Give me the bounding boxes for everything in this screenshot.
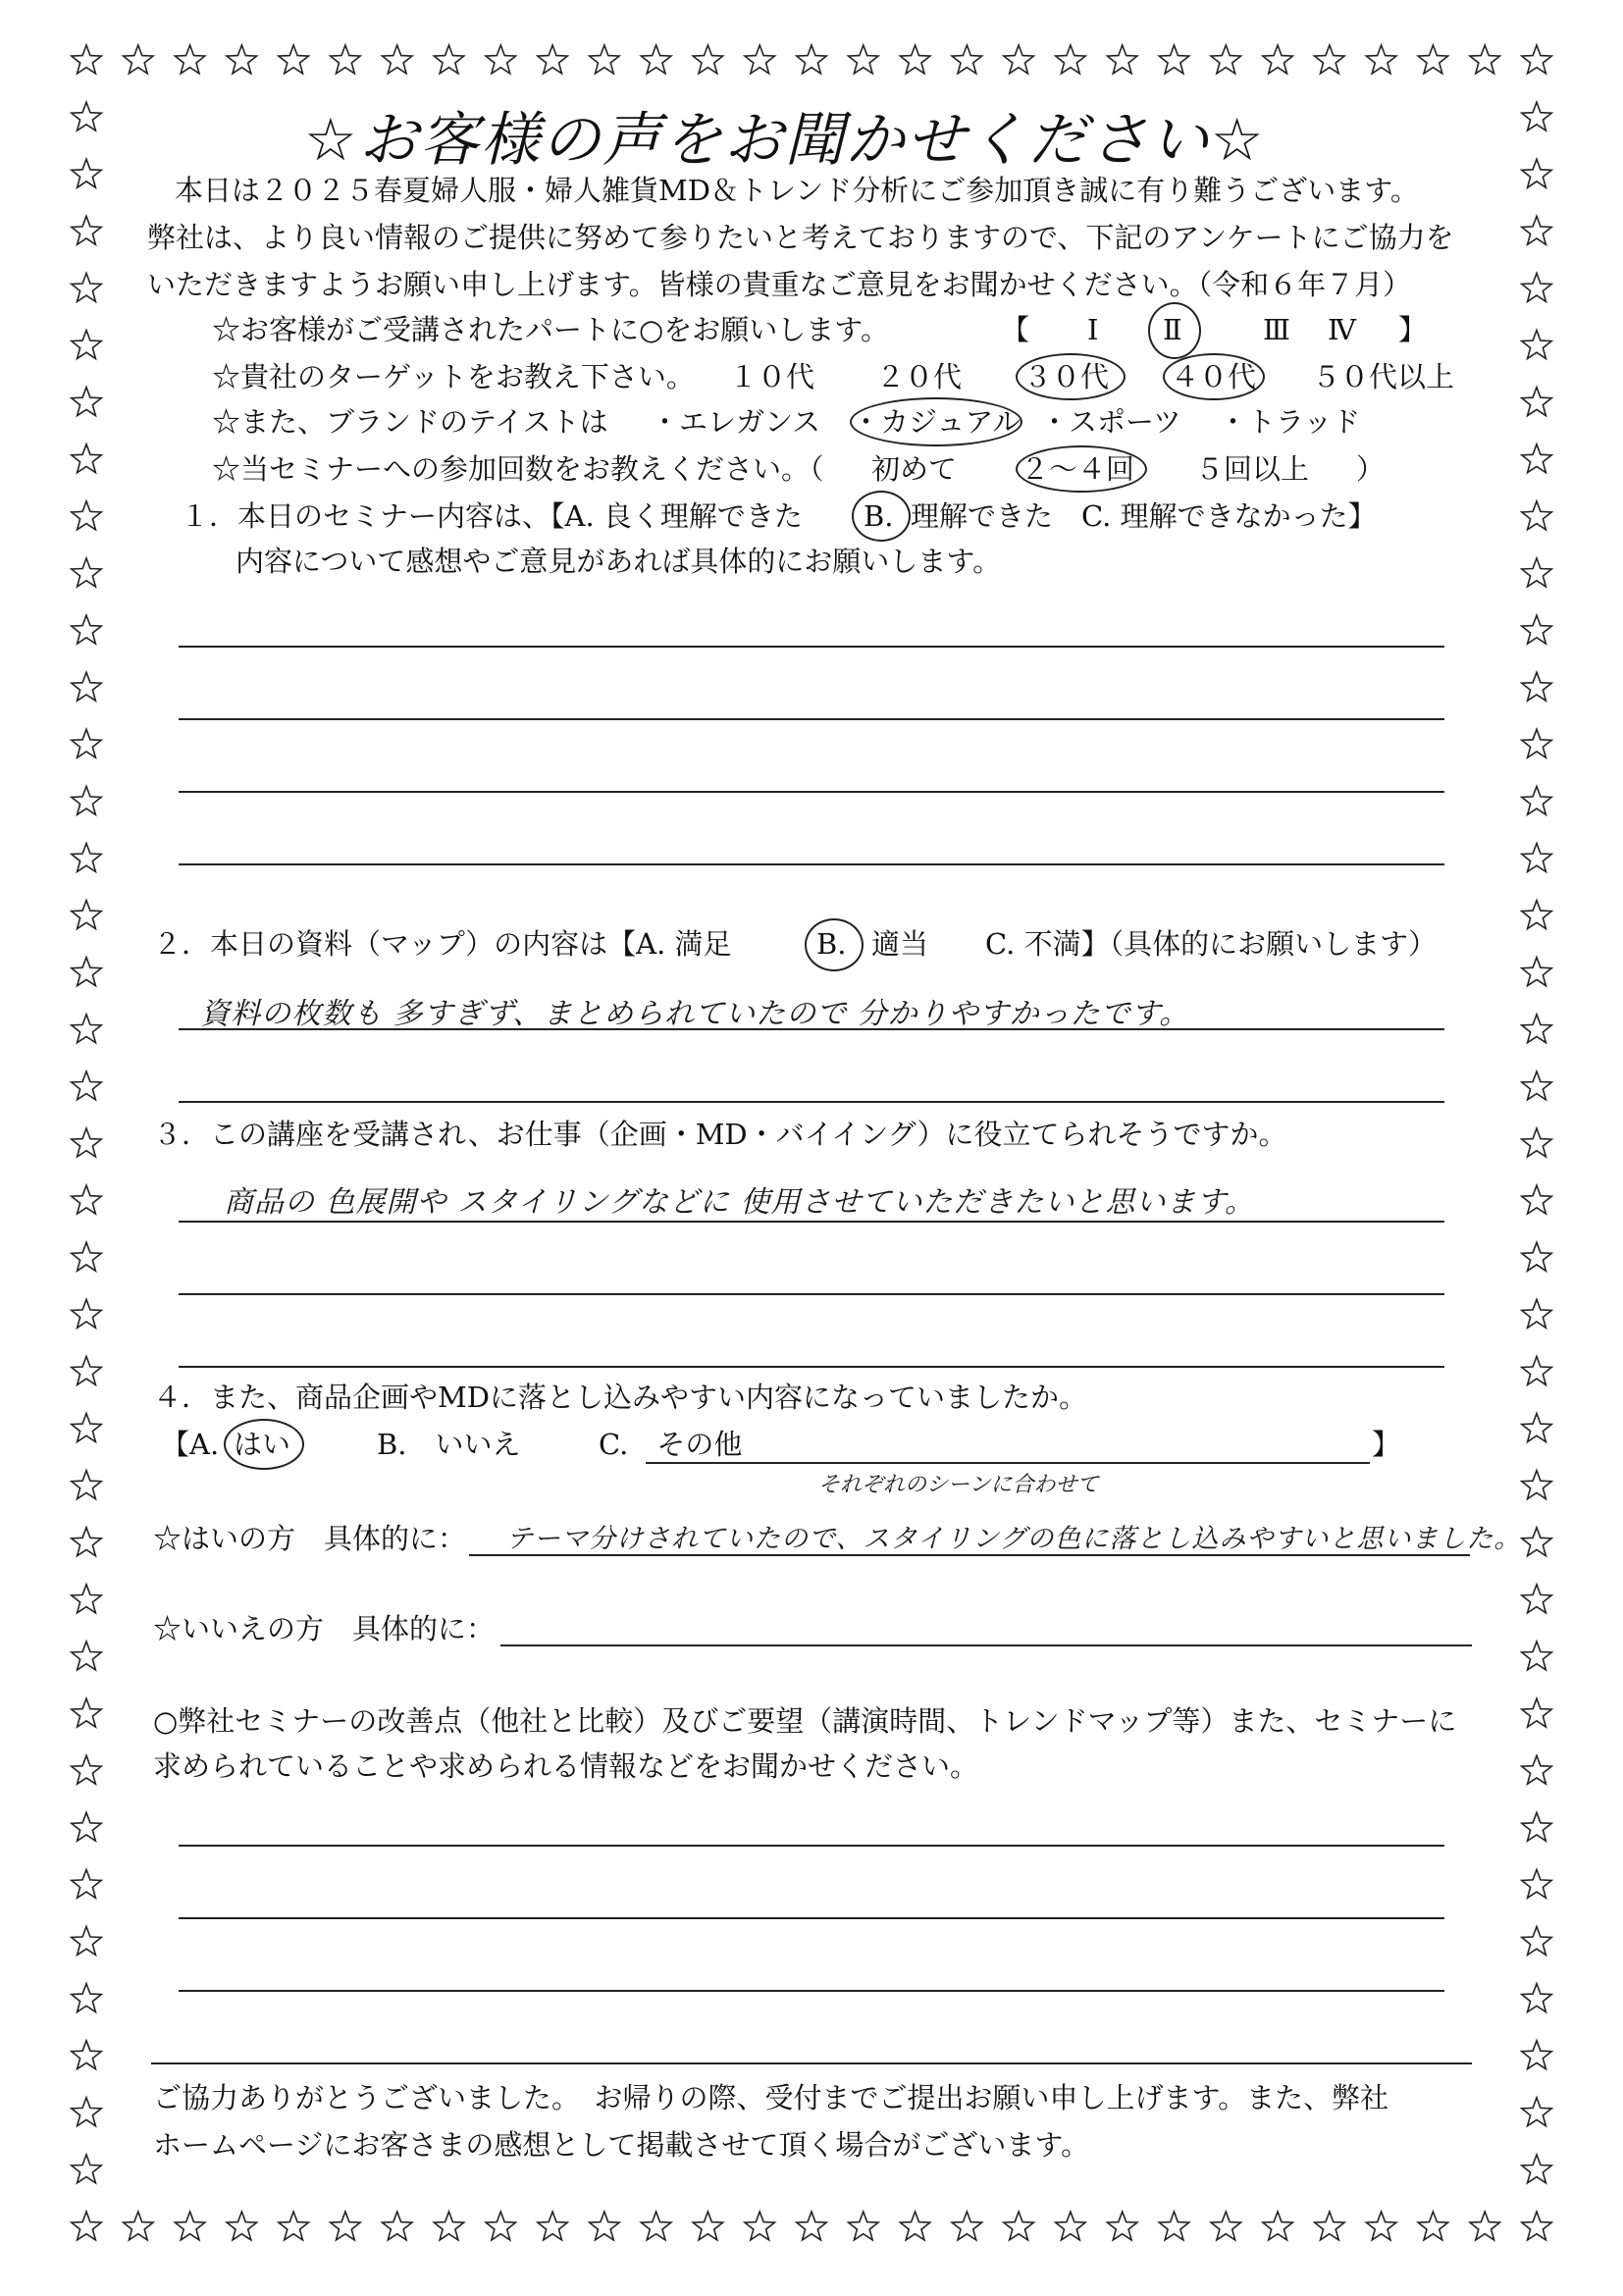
border-star-icon (1522, 672, 1551, 701)
border-star-icon (1522, 1642, 1551, 1670)
border-star-icon (72, 2098, 101, 2126)
q4-other-line[interactable] (646, 1462, 1370, 1464)
attendance-close: ） (1356, 452, 1386, 486)
q1-answer-line-4[interactable] (179, 863, 1444, 865)
part-option-2[interactable]: Ⅱ (1163, 313, 1182, 346)
border-star-icon (1522, 729, 1551, 757)
border-star-icon (1522, 159, 1551, 187)
q4-question: ４．また、商品企画やMDに落とし込みやすい内容になっていましたか。 (153, 1381, 1087, 1414)
q4-no-line[interactable] (500, 1644, 1472, 1646)
border-star-icon (1522, 102, 1551, 130)
q4-yes-handwritten-insert: それぞれのシーンに合わせて (818, 1473, 1099, 1497)
q4-option-b-no[interactable]: B. いいえ (377, 1428, 521, 1461)
intro-line-1: 本日は２０２５春夏婦人服・婦人雑貨MD＆トレンド分析にご参加頂き誠に有り難うございます。 (175, 174, 1419, 207)
target-option-50s-plus[interactable]: ５０代以上 (1312, 360, 1455, 393)
q4-yes-line[interactable] (469, 1554, 1470, 1556)
border-star-icon (72, 901, 101, 929)
border-star-icon (1522, 1128, 1551, 1157)
border-star-icon (72, 2155, 101, 2183)
q2-answer-line-2[interactable] (179, 1101, 1444, 1103)
border-star-icon (72, 844, 101, 872)
border-star-icon (538, 45, 567, 74)
border-star-icon (486, 2212, 515, 2240)
border-star-icon (72, 2212, 101, 2240)
border-star-icon (72, 1414, 101, 1442)
intro-line-2: 弊社は、より良い情報のご提供に努めて参りたいと考えておりますので、下記のアンケートにご協力を (147, 221, 1454, 254)
border-star-icon (1522, 558, 1551, 587)
border-star-icon (1418, 2212, 1447, 2240)
border-star-icon (745, 45, 774, 74)
q4-option-a-label: 【A. (161, 1428, 220, 1461)
border-star-icon (72, 1984, 101, 2012)
taste-casual-circle (850, 397, 1022, 446)
q1-option-b-circle (852, 491, 911, 542)
part-option-4[interactable]: Ⅳ (1328, 313, 1356, 346)
border-star-icon (383, 45, 412, 74)
intro-line-3: いただきますようお願い申し上げます。皆様の貴重なご意見をお聞かせください。（令和６年７月） (147, 268, 1412, 301)
border-star-icon (1263, 45, 1292, 74)
q1-answer-line-3[interactable] (179, 791, 1444, 793)
border-star-icon (641, 45, 671, 74)
q3-handwritten-answer: 商品の 色展開や スタイリングなどに 使用させていただきたいと思います。 (224, 1185, 1256, 1220)
q2-option-b-circle (805, 918, 864, 971)
improvement-line-2: 求められていることや求められる情報などをお聞かせください。 (153, 1749, 979, 1783)
border-star-icon (72, 1642, 101, 1670)
border-star-icon (1522, 388, 1551, 416)
border-star-icon (72, 1528, 101, 1556)
border-star-icon (72, 1755, 101, 1784)
border-star-icon (72, 1185, 101, 1214)
q1-option-b[interactable]: B. (864, 499, 894, 533)
border-star-icon (1470, 2212, 1499, 2240)
border-star-icon (1522, 1242, 1551, 1271)
border-star-icon (1470, 45, 1499, 74)
border-star-icon (72, 159, 101, 187)
target-option-10s[interactable]: １０代 (729, 360, 815, 393)
border-star-icon (797, 45, 826, 74)
border-star-icon (227, 45, 257, 74)
border-star-icon (1522, 1414, 1551, 1442)
taste-option-trad[interactable]: ・トラッド (1219, 405, 1361, 439)
border-star-icon (1108, 2212, 1137, 2240)
border-star-icon (1366, 45, 1396, 74)
border-star-icon (1522, 1299, 1551, 1328)
border-star-icon (1522, 901, 1551, 929)
border-star-icon (1056, 45, 1085, 74)
border-star-icon (1418, 45, 1447, 74)
taste-option-elegance[interactable]: ・エレガンス (651, 405, 821, 439)
border-star-icon (72, 672, 101, 701)
part-option-3[interactable]: Ⅲ (1263, 313, 1290, 346)
q1-line2: 内容について感想やご意見があれば具体的にお願いします。 (236, 545, 1002, 578)
border-star-icon (72, 2041, 101, 2069)
footer-line-2: ホームページにお客さまの感想として掲載させて頂く場合がございます。 (153, 2128, 1090, 2162)
border-star-icon (693, 2212, 722, 2240)
border-star-icon (331, 45, 360, 74)
border-star-icon (227, 2212, 257, 2240)
border-star-icon (900, 45, 929, 74)
border-star-icon (72, 1356, 101, 1384)
border-star-icon (72, 1015, 101, 1043)
footer-line-1: ご協力ありがとうございました。 お帰りの際、受付までご提出お願い申し上げます。また、弊社 (153, 2081, 1389, 2114)
border-star-icon (434, 2212, 463, 2240)
border-star-icon (72, 1128, 101, 1157)
border-star-icon (1522, 501, 1551, 530)
taste-option-sports[interactable]: ・スポーツ (1040, 405, 1181, 439)
improvement-answer-line-3[interactable] (179, 1990, 1444, 1992)
part-bracket-close: 】 (1398, 313, 1428, 346)
border-star-icon (1522, 2098, 1551, 2126)
border-star-icon (1056, 2212, 1085, 2240)
border-star-icon (1522, 2041, 1551, 2069)
q1-line1-suffix: 理解できた C. 理解できなかった】 (911, 499, 1377, 533)
border-star-icon (72, 958, 101, 986)
border-star-icon (1522, 1471, 1551, 1499)
q2-suffix: 適当 C. 不満】（具体的にお願いします） (871, 927, 1438, 961)
border-star-icon (175, 2212, 204, 2240)
border-star-icon (72, 1869, 101, 1898)
attendance-option-2to4[interactable]: ２～４回 (1021, 452, 1135, 486)
border-star-icon (72, 273, 101, 301)
border-star-icon (486, 45, 515, 74)
border-star-icon (1366, 2212, 1396, 2240)
border-star-icon (1522, 1015, 1551, 1043)
border-star-icon (1263, 2212, 1292, 2240)
attendance-option-first[interactable]: 初めて (871, 452, 958, 486)
border-star-icon (1522, 1356, 1551, 1384)
improvement-line-1: ○弊社セミナーの改善点（他社と比較）及びご要望（講演時間、トレンドマップ等）また、セミナーに (153, 1704, 1457, 1738)
border-star-icon (72, 216, 101, 244)
target-option-30s[interactable]: ３０代 (1023, 360, 1110, 393)
border-star-icon (1522, 216, 1551, 244)
border-star-icon (1522, 1984, 1551, 2012)
border-star-icon (72, 558, 101, 587)
border-star-icon (1522, 1927, 1551, 1956)
border-star-icon (72, 1299, 101, 1328)
q2-answer-line-1[interactable] (179, 1028, 1444, 1030)
border-star-icon (72, 444, 101, 473)
improvement-answer-line-1[interactable] (179, 1845, 1444, 1847)
border-star-icon (1522, 1812, 1551, 1841)
border-star-icon (72, 1242, 101, 1271)
q3-answer-line-1[interactable] (179, 1221, 1444, 1223)
border-star-icon (590, 45, 620, 74)
border-star-icon (72, 1071, 101, 1100)
border-star-icon (72, 786, 101, 814)
q2-prefix: ２．本日の資料（マップ）の内容は【A. 満足 (153, 927, 732, 961)
border-star-icon (1522, 958, 1551, 986)
part-option-1[interactable]: Ⅰ (1087, 313, 1099, 346)
target-option-20s[interactable]: ２０代 (876, 360, 963, 393)
improvement-answer-line-2[interactable] (179, 1917, 1444, 1919)
border-star-icon (1159, 2212, 1188, 2240)
target-question: ☆貴社のターゲットをお教え下さい。 (212, 360, 695, 393)
part-bracket-open: 【 (1001, 313, 1030, 346)
q1-answer-line-2[interactable] (179, 718, 1444, 720)
page-title: ☆お客様の声をお聞かせください☆ (304, 106, 1266, 175)
border-star-icon (1159, 45, 1188, 74)
border-star-icon (1522, 1185, 1551, 1214)
border-star-icon (72, 501, 101, 530)
border-star-icon (124, 2212, 153, 2240)
border-star-icon (1211, 2212, 1240, 2240)
border-star-icon (279, 2212, 309, 2240)
border-star-icon (1522, 1755, 1551, 1784)
border-star-icon (952, 45, 982, 74)
target-30s-circle (1016, 353, 1126, 400)
border-star-icon (1522, 45, 1551, 74)
border-star-icon (1522, 331, 1551, 359)
border-star-icon (1522, 2212, 1551, 2240)
part-option-2-circle (1148, 302, 1201, 359)
border-star-icon (849, 45, 878, 74)
border-star-icon (1522, 273, 1551, 301)
q2-option-b[interactable]: B. (816, 927, 847, 961)
q2-handwritten-answer: 資料の枚数も 多すぎず、まとめられていたので 分かりやすかったです。 (200, 997, 1190, 1031)
border-star-icon (1522, 1071, 1551, 1100)
border-star-icon (1004, 45, 1034, 74)
border-star-icon (72, 1698, 101, 1727)
q4-yes-handwritten-answer: テーマ分けされていたので、スタイリングの色に落とし込みやすいと思いました。 (506, 1524, 1522, 1554)
border-star-icon (952, 2212, 982, 2240)
attendance-option-5plus[interactable]: ５回以上 (1195, 452, 1310, 486)
improvement-answer-line-4[interactable] (151, 2062, 1472, 2064)
border-star-icon (1522, 1528, 1551, 1556)
border-star-icon (1108, 45, 1137, 74)
q4-yes-circle (224, 1419, 304, 1470)
border-star-icon (538, 2212, 567, 2240)
border-star-icon (1522, 2155, 1551, 2183)
border-star-icon (797, 2212, 826, 2240)
border-star-icon (1522, 844, 1551, 872)
border-star-icon (1315, 45, 1345, 74)
border-star-icon (331, 2212, 360, 2240)
border-star-icon (72, 1585, 101, 1613)
border-star-icon (72, 1927, 101, 1956)
border-star-icon (1522, 615, 1551, 644)
border-star-icon (72, 45, 101, 74)
target-40s-circle (1163, 353, 1265, 400)
border-star-icon (900, 2212, 929, 2240)
q3-answer-line-3[interactable] (179, 1366, 1444, 1368)
q1-line1-prefix: １．本日のセミナー内容は、【A. 良く理解できた (181, 499, 803, 533)
border-star-icon (1315, 2212, 1345, 2240)
q3-question: ３．この講座を受講され、お仕事（企画・MD・バイイング）に役立てられそうですか。 (153, 1118, 1287, 1151)
border-star-icon (1211, 45, 1240, 74)
border-star-icon (1522, 786, 1551, 814)
border-star-icon (72, 102, 101, 130)
q4-no-label: ☆いいえの方 具体的に： (153, 1612, 496, 1645)
border-star-icon (1522, 1585, 1551, 1613)
border-star-icon (72, 615, 101, 644)
q3-answer-line-2[interactable] (179, 1293, 1444, 1295)
border-star-icon (1522, 1869, 1551, 1898)
border-star-icon (1004, 2212, 1034, 2240)
border-star-icon (383, 2212, 412, 2240)
border-star-icon (849, 2212, 878, 2240)
taste-question: ☆また、ブランドのテイストは (212, 405, 608, 439)
border-star-icon (72, 388, 101, 416)
taste-option-casual[interactable]: ・カジュアル (852, 405, 1021, 439)
border-star-icon (434, 45, 463, 74)
border-star-icon (279, 45, 309, 74)
q4-option-close: 】 (1372, 1428, 1401, 1461)
part-question: ☆お客様がご受講されたパートに○をお願いします。 (212, 313, 889, 346)
q4-option-c-other[interactable]: C. その他 (599, 1428, 743, 1461)
attendance-question: ☆当セミナーへの参加回数をお教えください。（ (212, 452, 824, 486)
border-star-icon (124, 45, 153, 74)
border-star-icon (641, 2212, 671, 2240)
q1-answer-line-1[interactable] (179, 646, 1444, 648)
attendance-2to4-circle (1016, 445, 1147, 493)
border-star-icon (72, 1812, 101, 1841)
border-star-icon (693, 45, 722, 74)
border-star-icon (72, 331, 101, 359)
target-option-40s[interactable]: ４０代 (1171, 360, 1257, 393)
border-star-icon (1522, 1698, 1551, 1727)
border-star-icon (175, 45, 204, 74)
border-star-icon (590, 2212, 620, 2240)
border-star-icon (72, 729, 101, 757)
q4-option-a-yes[interactable]: はい (234, 1428, 291, 1461)
border-star-icon (1522, 444, 1551, 473)
border-star-icon (745, 2212, 774, 2240)
border-star-icon (72, 1471, 101, 1499)
q4-yes-label: ☆はいの方 具体的に： (153, 1522, 467, 1555)
